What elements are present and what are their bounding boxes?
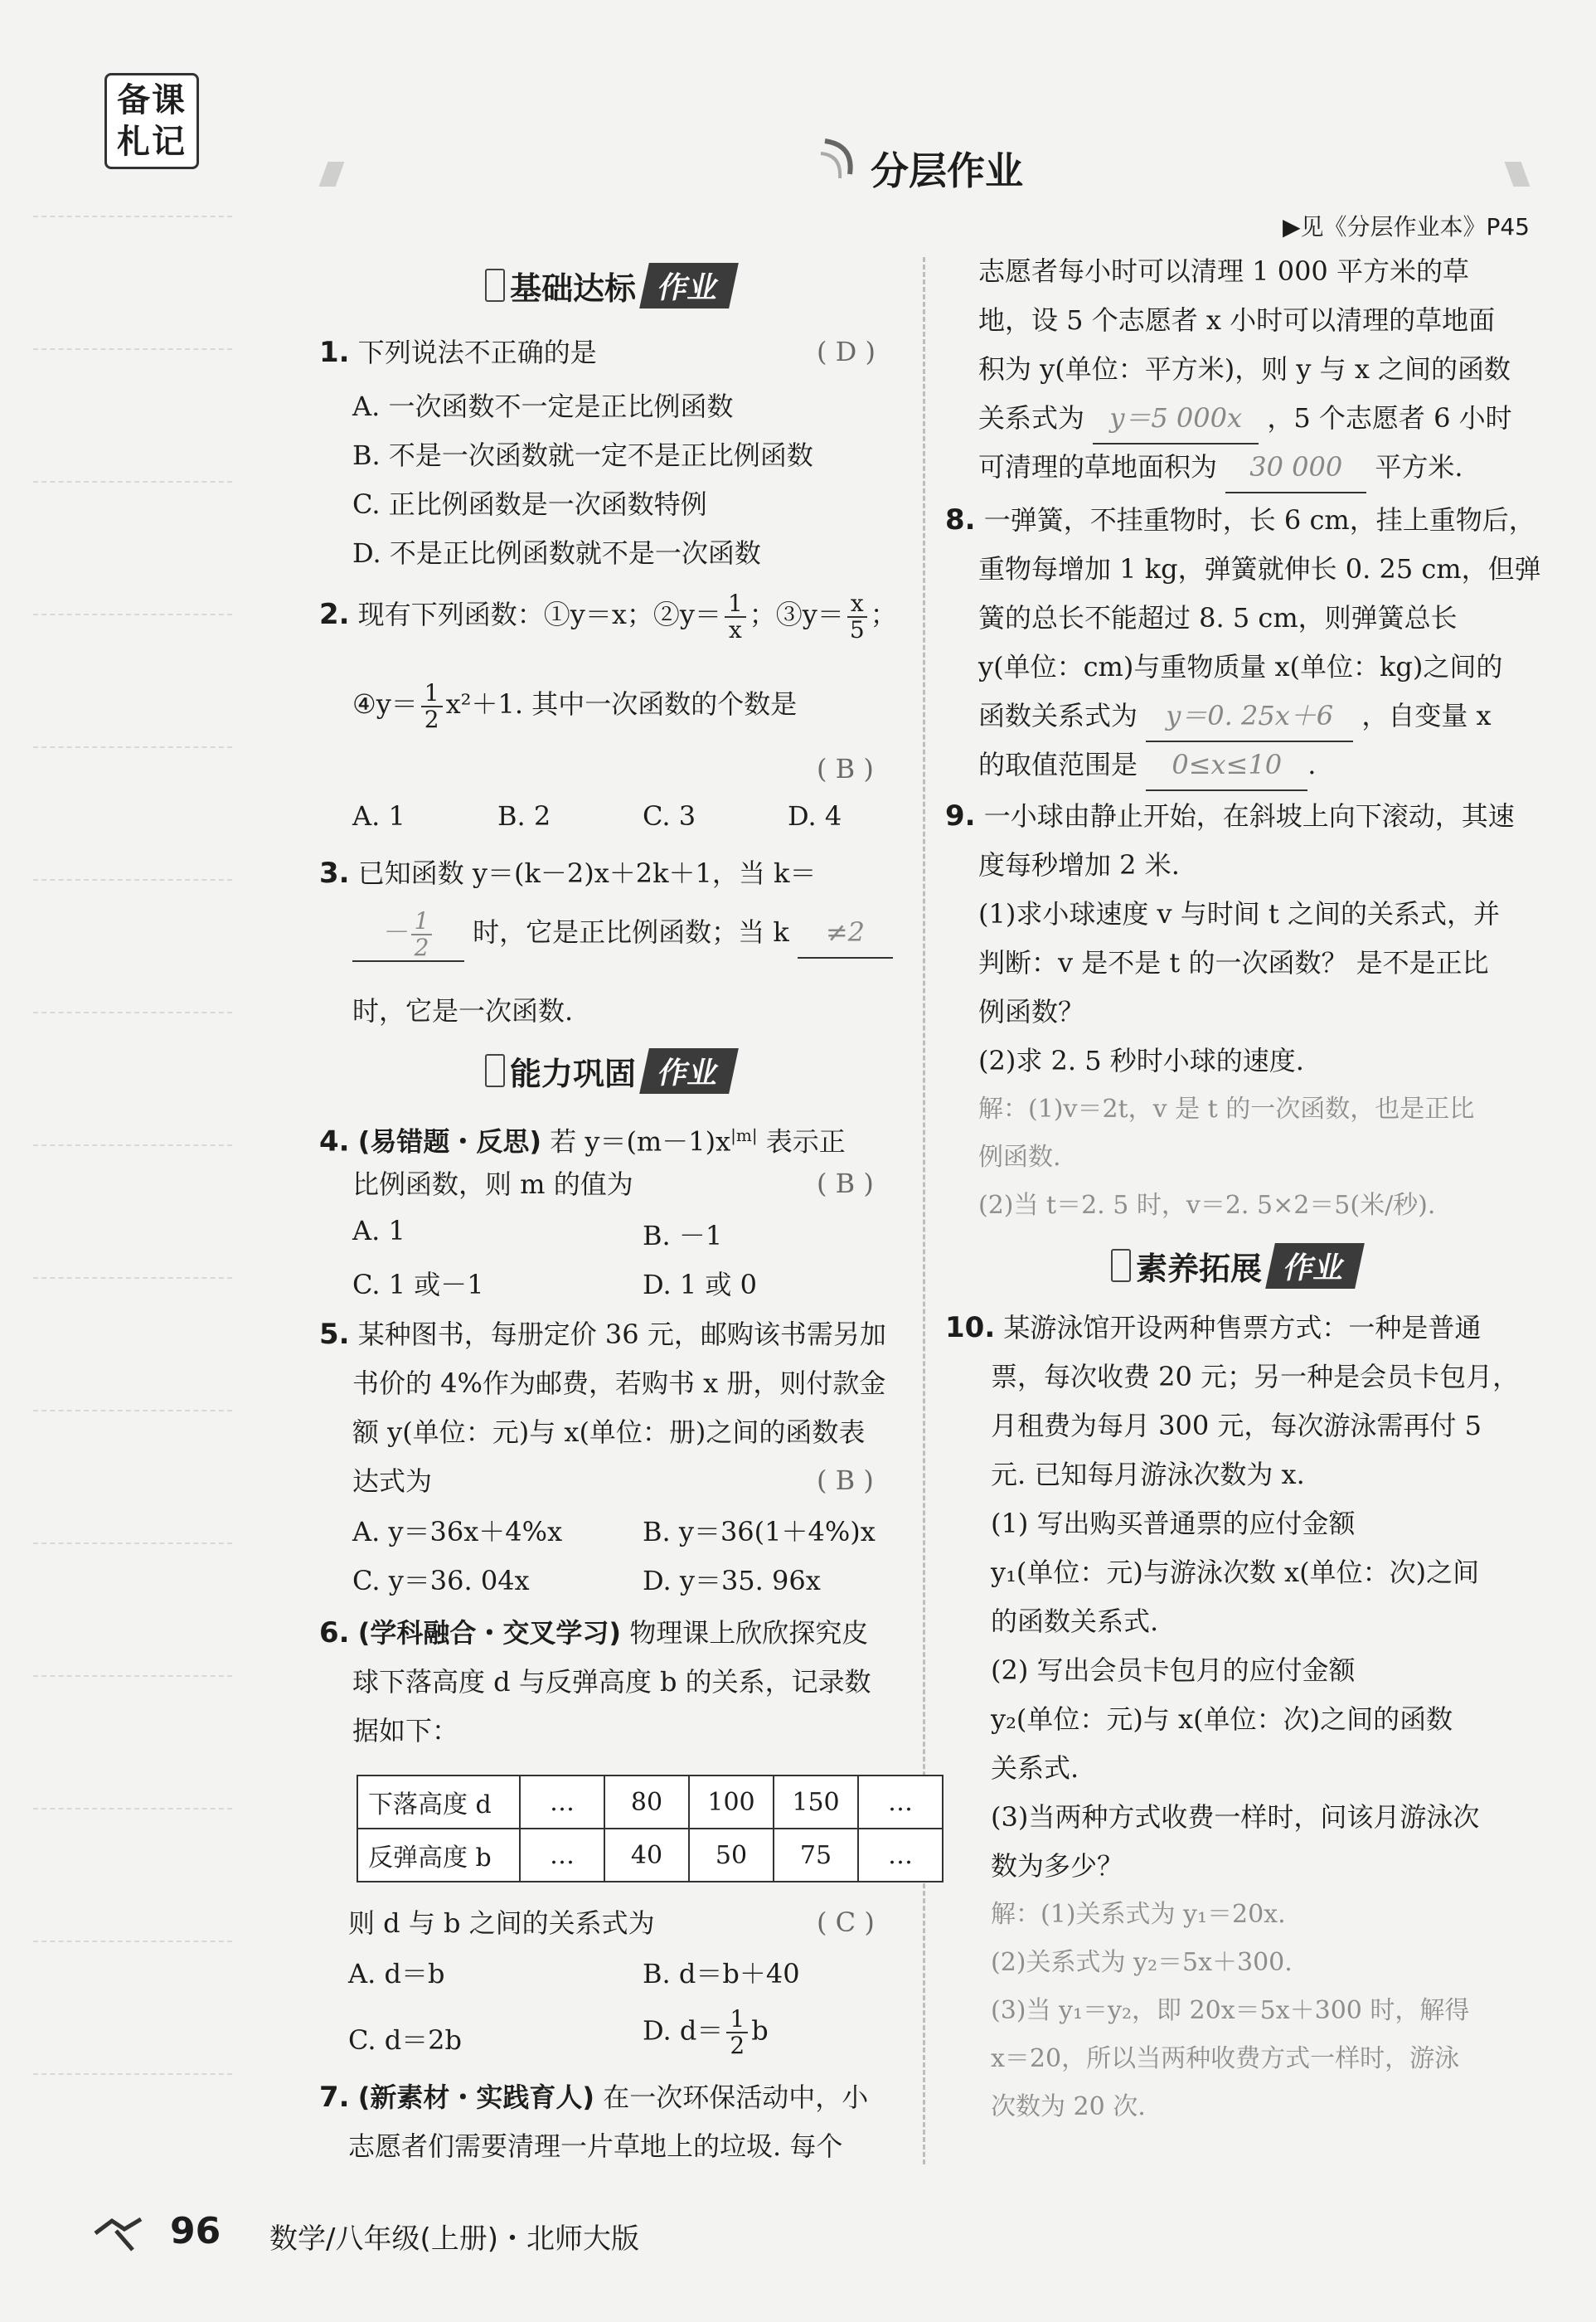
question-number: 4. [319,1125,350,1159]
question-text: 表示正 [765,1125,846,1158]
option: C. y＝36. 04x [352,1565,530,1596]
question-8-line [978,741,1559,791]
option: D. 1 或 0 [643,1269,757,1300]
question-8-line: y(单位：cm)与重物质量 x(单位：kg)之间的 [978,651,1503,683]
question-number: 8. [945,503,976,537]
question-3-end [352,987,933,1036]
question-text: 的取值范围是 [978,749,1138,780]
question-5-line: 额 y(单位：元)与 x(单位：册)之间的函数表 [352,1416,866,1448]
option: B. －1 [643,1220,723,1251]
option: D. 不是正比例函数就不是一次函数 [352,537,761,569]
table-row [357,1829,943,1882]
question-number: 3. [319,857,350,890]
table-header-cell: 下落高度 d [357,1776,520,1829]
table-cell: 80 [604,1776,689,1829]
question-7-line: 志愿者们需要清理一片草地上的垃圾. 每个 [348,2130,843,2162]
numerator: 1 [725,591,746,618]
answer-blank: ≠2 [798,908,893,959]
question-3 [319,849,916,898]
note-line [33,746,232,748]
question-text: 一小球由静止开始，在斜坡上向下滚动，其速 [983,800,1515,832]
question-9-line: (1)求小球速度 v 与时间 t 之间的关系式，并 [978,898,1500,930]
numerator: x [847,591,867,618]
question-10-line: (2) 写出会员卡包月的应付金额 [991,1654,1356,1686]
question-10-line: 元. 已知每月游泳次数为 x. [991,1459,1305,1490]
note-line [33,1941,232,1942]
question-text: ； [870,599,897,630]
page-number: 96 [170,2210,221,2252]
answer-sign: － [381,916,408,948]
question-text: ；③y＝ [749,599,844,630]
option: A. 一次函数不一定是正比例函数 [352,391,734,422]
exponent: |m| [730,1125,758,1145]
solution-line: (2)当 t＝2. 5 时，v＝2. 5×2＝5(米/秒). [978,1191,1436,1220]
option: A. d＝b [348,1958,445,1989]
denominator: 2 [424,705,439,733]
note-line [33,1277,232,1279]
section-name: 基础达标 [510,270,637,307]
book-title: 数学/八年级(上册)・北师大版 [269,2222,639,2256]
question-tag: (学科融合・交叉学习) [357,1617,622,1649]
note-line [33,2073,232,2075]
question-tag: (新素材・实践育人) [357,2082,595,2113]
section-tag: 作业 [639,263,739,308]
option: B. y＝36(1＋4%)x [643,1516,876,1547]
question-5-line: 达式为 [352,1465,433,1497]
table-cell: … [520,1776,604,1829]
denominator: 2 [730,2032,745,2059]
question-7-line [978,443,1559,493]
answer-choice: ( B ) [817,753,874,785]
option: A. 1 [352,1215,405,1246]
denominator: 5 [849,615,865,644]
denominator: x [728,615,742,644]
question-2-cont [352,680,916,732]
option: B. 不是一次函数就一定不是正比例函数 [352,440,813,471]
notes-margin [0,0,249,2322]
option: D. y＝35. 96x [643,1565,821,1596]
question-text: 时，它是正比例函数；当 k [473,916,789,948]
banner-mark-icon [485,1054,505,1087]
question-text: 可清理的草地面积为 [978,451,1218,483]
note-line [33,1542,232,1544]
fraction [847,591,867,643]
fraction [725,591,746,643]
question-text: 若 y＝(m－1)x [550,1125,731,1158]
question-7 [319,2073,916,2122]
answer-choice: ( C ) [817,1907,875,1938]
question-10-line: y₂(单位：元)与 x(单位：次)之间的函数 [991,1703,1453,1735]
option: D. 4 [788,800,842,832]
question-text: 函数关系式为 [978,700,1138,731]
question-text: 下列说法不正确的是 [357,337,597,368]
question-text: . [1307,749,1317,780]
question-10 [945,1304,1550,1353]
notes-badge-line1: 备课 [117,80,187,119]
banner-mark-icon [1111,1249,1131,1282]
question-text: 某种图书，每册定价 36 元，邮购该书需另加 [357,1319,886,1350]
section-tag: 作业 [1265,1243,1365,1289]
answer-blank: y＝0. 25x＋6 [1146,692,1353,742]
question-10-line: (3)当两种方式收费一样时，问该月游泳次 [991,1801,1480,1833]
section-banner-ability [485,1049,734,1092]
question-text: x²＋1. 其中一次函数的个数是 [445,688,798,720]
solution-line: x＝20，所以当两种收费方式一样时，游泳 [991,2044,1460,2073]
question-text: 比例函数，则 m 的值为 [352,1168,633,1200]
note-line [33,1012,232,1013]
answer-blank: 0≤x≤10 [1146,741,1307,791]
question-8 [945,496,1550,545]
question-2 [319,590,916,643]
option: C. 3 [643,800,696,832]
workbook-reference: ▶见《分层作业本》P45 [1282,213,1530,240]
option-label: D. d＝ [643,2014,724,2047]
question-text: 在一次环保活动中，小 [603,2082,869,2113]
question-number: 1. [319,336,350,369]
table-cell: 100 [689,1776,774,1829]
header-dash-left [319,162,345,187]
question-9-line: 判断：v 是不是 t 的一次函数？ 是不是正比 [978,947,1489,979]
table-cell: 40 [604,1829,689,1882]
question-6-line: 球下落高度 d 与反弹高度 b 的关系，记录数 [352,1666,871,1698]
option: C. 1 或－1 [352,1269,484,1300]
question-text: 时，它是一次函数. [352,995,574,1027]
numerator: 1 [726,2007,748,2033]
table-cell: 50 [689,1829,774,1882]
solution-line: 次数为 20 次. [991,2092,1146,2121]
answer-choice: ( B ) [817,1465,874,1496]
option: C. 正比例函数是一次函数特例 [352,488,707,520]
notes-badge-line2: 札记 [117,122,187,161]
section-banner-extension [1111,1244,1360,1287]
question-7-line: 志愿者每小时可以清理 1 000 平方米的草 [978,255,1469,287]
question-10-line: (1) 写出购买普通票的应付金额 [991,1508,1356,1539]
banner-mark-icon [485,269,505,302]
option: B. 2 [497,800,551,832]
question-text: 某游泳馆开设两种售票方式：一种是普通 [1003,1312,1482,1343]
question-3-cont [352,908,933,962]
option: A. y＝36x＋4%x [352,1516,563,1547]
section-name: 能力巩固 [510,1055,637,1092]
option-d [643,2007,769,2058]
question-9-line: 度每秒增加 2 米. [978,849,1180,881]
question-4-cont [352,1160,850,1209]
question-number: 7. [319,2081,350,2114]
header-dash-right [1505,162,1531,187]
solution-line: 解：(1)关系式为 y₁＝20x. [991,1900,1286,1929]
section-name: 素养拓展 [1136,1250,1263,1287]
question-7-line: 积为 y(单位：平方米)，则 y 与 x 之间的函数 [978,353,1511,385]
question-number: 9. [945,799,976,833]
question-6-line: 据如下： [352,1715,459,1746]
note-line [33,1675,232,1677]
question-number: 5. [319,1318,350,1351]
fraction [411,906,433,961]
question-7-line [978,394,1559,444]
note-line [33,614,232,615]
question-text: 已知函数 y＝(k－2)x＋2k＋1，当 k＝ [357,857,817,889]
note-line [33,481,232,483]
section-tag: 作业 [639,1048,739,1094]
answer-blank: 30 000 [1225,443,1366,493]
question-text: ，5 个志愿者 6 小时 [1267,402,1512,434]
answer-blank: y＝5 000x [1093,394,1259,444]
question-9 [945,792,1550,841]
question-10-line: 关系式. [991,1752,1079,1784]
note-line [33,1808,232,1810]
question-1 [319,328,900,377]
solution-line: (3)当 y₁＝y₂，即 20x＝5x＋300 时，解得 [991,1996,1470,2025]
notes-badge [104,73,199,169]
table-cell: … [858,1776,943,1829]
question-5-line: 书价的 4%作为邮费，若购书 x 册，则付款金 [352,1367,886,1399]
solution-line: 解：(1)v＝2t，v 是 t 的一次函数，也是正比 [978,1095,1475,1124]
question-10-line: 票，每次收费 20 元；另一种是会员卡包月， [991,1361,1520,1392]
answer-blank [352,908,464,962]
data-table [357,1775,944,1882]
option-tail: b [751,2014,769,2047]
table-cell: … [858,1829,943,1882]
footer-decoration-icon [91,2213,149,2254]
table-cell: 150 [774,1776,858,1829]
table-row [357,1776,943,1829]
numerator: 1 [411,909,433,935]
table-header-cell: 反弹高度 b [357,1829,520,1882]
question-number: 10. [945,1311,996,1344]
denominator: 2 [414,933,429,961]
question-number: 6. [319,1616,350,1649]
note-line [33,348,232,350]
option: B. d＝b＋40 [643,1958,800,1989]
question-6 [319,1609,916,1658]
question-8-line: 重物每增加 1 kg，弹簧就伸长 0. 25 cm，但弹 [978,553,1541,585]
question-number: 2. [319,598,350,631]
solution-line: 例函数. [978,1143,1061,1172]
question-6-ask: 则 d 与 b 之间的关系式为 [348,1907,655,1939]
question-10-line: y₁(单位：元)与游泳次数 x(单位：次)之间 [991,1557,1480,1588]
question-4 [319,1111,916,1167]
answer-choice: ( B ) [817,1168,874,1199]
fraction [726,2007,748,2058]
question-5 [319,1310,916,1359]
option: C. d＝2b [348,2024,463,2056]
question-10-line: 月租费为每月 300 元，每次游泳需再付 5 [991,1410,1482,1441]
question-7-line: 地，设 5 个志愿者 x 小时可以清理的草地面 [978,304,1496,336]
question-tag: (易错题・反思) [357,1125,542,1158]
table-cell: 75 [774,1829,858,1882]
numerator: 1 [421,681,443,707]
question-10-line: 的函数关系式. [991,1605,1159,1637]
question-8-line [978,692,1559,742]
note-line [33,879,232,881]
page-title: 分层作业 [871,148,1023,193]
question-10-line: 数为多少？ [991,1850,1124,1882]
option: A. 1 [352,800,405,832]
solution-line: (2)关系式为 y₂＝5x＋300. [991,1948,1293,1977]
header-swoosh-icon [817,137,858,187]
section-banner-basic [485,264,734,307]
question-text: ④y＝ [352,688,418,720]
question-text: ，自变量 x [1361,700,1492,731]
fraction [421,678,443,733]
question-9-line: 例函数？ [978,996,1085,1027]
note-line [33,1144,232,1146]
question-text: 现有下列函数：①y＝x；②y＝ [357,599,721,630]
question-text: 物理课上欣欣探究皮 [629,1617,869,1649]
question-8-line: 簧的总长不能超过 8. 5 cm，则弹簧总长 [978,602,1458,634]
question-text: 一弹簧，不挂重物时，长 6 cm，挂上重物后， [983,504,1535,536]
question-text: 平方米. [1375,451,1463,483]
note-line [33,216,232,217]
note-line [33,1410,232,1411]
answer-choice: ( D ) [817,336,876,367]
question-text: 关系式为 [978,402,1085,434]
question-9-line: (2)求 2. 5 秒时小球的速度. [978,1045,1304,1076]
table-cell: … [520,1829,604,1882]
